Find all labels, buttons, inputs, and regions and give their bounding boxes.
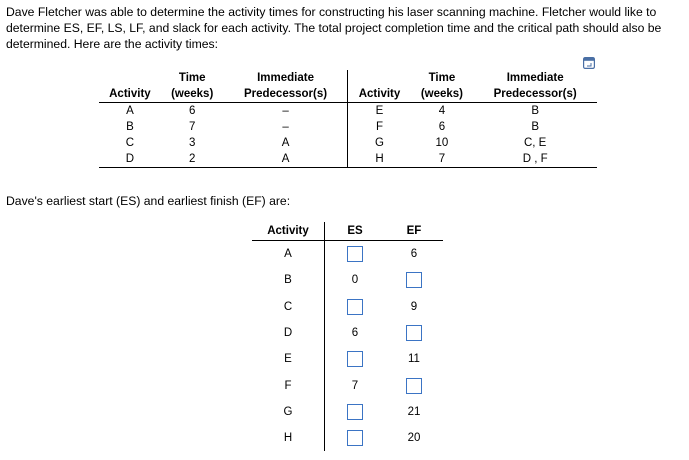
predecessor-cell: – — [282, 105, 289, 117]
ef-cell — [385, 320, 443, 346]
time-cell: 7 — [188, 121, 196, 133]
table-row — [99, 151, 597, 168]
activity-cell: B — [126, 121, 134, 133]
activity-times-table — [99, 70, 597, 168]
es-cell — [325, 294, 386, 320]
es-answer-input[interactable] — [347, 246, 363, 262]
es-cell: 7 — [325, 372, 386, 398]
header-time-left: Time — [178, 72, 206, 84]
es-ef-table — [252, 222, 443, 451]
activity-cell: B — [284, 274, 292, 287]
ef-answer-input[interactable] — [406, 272, 422, 288]
ef-cell: 9 — [410, 300, 418, 313]
activity-cell: H — [283, 432, 293, 445]
predecessor-cell: – — [282, 121, 289, 133]
ef-answer-input[interactable] — [406, 378, 422, 394]
activity-cell: A — [284, 248, 292, 261]
ef-answer-input[interactable] — [406, 325, 422, 341]
es-answer-input[interactable] — [347, 299, 363, 315]
header-activity-right-label: Activity — [348, 86, 411, 103]
header-time-left-unit: (weeks) — [161, 86, 224, 103]
predecessor-cell: A — [224, 151, 348, 168]
header-activity-right — [348, 70, 411, 86]
ef-cell — [385, 267, 443, 293]
time-cell: 10 — [435, 137, 449, 149]
table-row — [252, 267, 443, 293]
header-pred-right: Immediate — [506, 72, 564, 84]
header-es: ES — [325, 222, 386, 241]
activity-cell: H — [348, 151, 411, 168]
header-activity-left-label: Activity — [99, 86, 161, 103]
table-row — [99, 135, 597, 151]
time-cell: 3 — [188, 137, 196, 149]
header-pred-left-label: Predecessor(s) — [224, 86, 348, 103]
header-activity: Activity — [252, 222, 325, 241]
activity-cell: D — [99, 151, 161, 168]
time-cell: 7 — [411, 151, 474, 168]
es-cell — [325, 425, 386, 451]
table-row — [99, 119, 597, 135]
time-cell: 6 — [188, 105, 196, 117]
activity-cell: G — [348, 135, 411, 151]
header-pred-left: Immediate — [257, 72, 314, 84]
time-cell: 4 — [438, 105, 446, 117]
es-ef-caption: Dave's earliest start (ES) and earliest finish (EF) are: — [6, 194, 291, 208]
predecessor-cell: A — [281, 137, 290, 149]
table-row — [252, 241, 443, 268]
activity-cell: E — [284, 353, 292, 366]
table-row — [252, 372, 443, 398]
table-row — [252, 399, 443, 425]
time-cell: 2 — [161, 151, 224, 168]
activity-cell: G — [283, 405, 293, 418]
header-activity-left — [99, 70, 161, 86]
table-row — [252, 425, 443, 451]
problem-statement: Dave Fletcher was able to determine the activity times for constructing his laser scanning machine. Fletcher would like to determine ES, EF, LS, LF, and slack for each activity. The total project completion time and the critical path should also be determined. Here are the activity times: — [6, 5, 662, 51]
time-cell: 6 — [438, 121, 446, 133]
es-cell: 0 — [325, 267, 386, 293]
es-answer-input[interactable] — [347, 351, 363, 367]
es-cell — [325, 346, 386, 372]
activity-cell: C — [125, 137, 135, 149]
es-cell — [325, 399, 386, 425]
expand-icon[interactable] — [583, 57, 595, 69]
ef-cell: 11 — [408, 353, 420, 366]
es-answer-input[interactable] — [347, 430, 363, 446]
header-pred-right-label: Predecessor(s) — [473, 86, 597, 103]
activity-cell: C — [283, 300, 293, 313]
ef-cell: 20 — [407, 432, 421, 445]
table-row — [252, 346, 443, 372]
table-row — [99, 103, 597, 120]
predecessor-cell: B — [531, 121, 539, 133]
activity-cell: E — [348, 103, 411, 120]
predecessor-cell: C, E — [523, 137, 547, 149]
table-row — [252, 294, 443, 320]
activity-cell: A — [126, 105, 134, 117]
ef-cell: 6 — [410, 248, 418, 261]
es-answer-input[interactable] — [347, 404, 363, 420]
header-ef: EF — [385, 222, 443, 241]
table-row — [252, 320, 443, 346]
header-time-right: Time — [428, 72, 456, 84]
predecessor-cell: D , F — [473, 151, 597, 168]
es-cell: 6 — [325, 320, 386, 346]
activity-cell: D — [283, 327, 293, 340]
predecessor-cell: B — [531, 105, 539, 117]
header-time-right-unit: (weeks) — [411, 86, 474, 103]
activity-cell: F — [284, 379, 292, 392]
ef-cell — [385, 372, 443, 398]
es-cell — [325, 241, 386, 268]
ef-cell: 21 — [407, 405, 421, 418]
activity-cell: F — [348, 119, 411, 135]
